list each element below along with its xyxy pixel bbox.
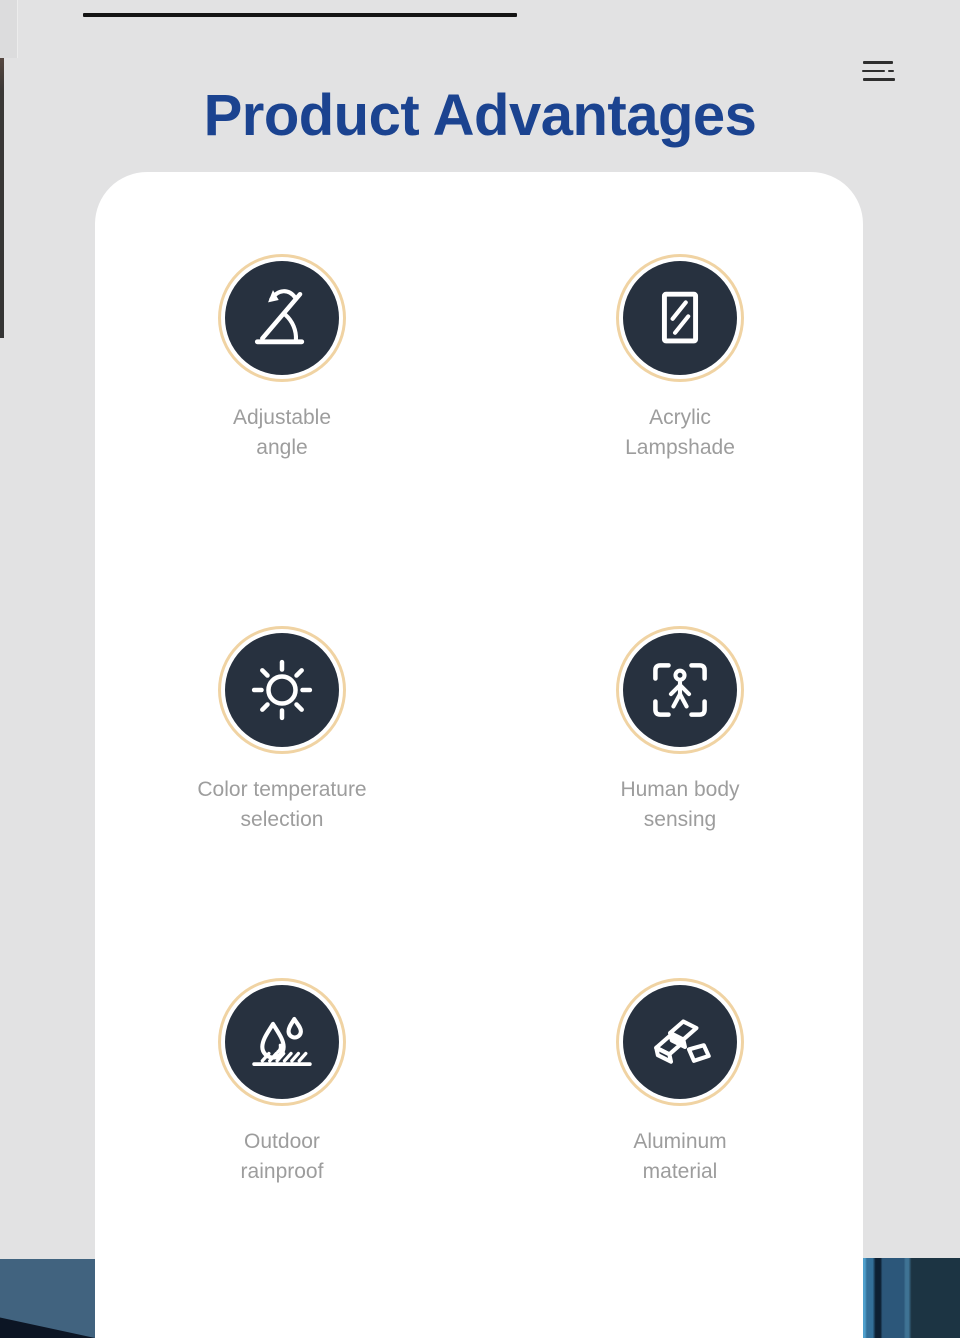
feature-label-line1: Human body	[620, 778, 740, 801]
acrylic-lampshade-icon	[639, 277, 721, 359]
feature-label-line1: Aluminum	[633, 1130, 727, 1153]
feature-label-line1: Adjustable	[232, 406, 332, 429]
feature-label	[233, 403, 331, 463]
feature-label-line2: sensing	[643, 808, 717, 831]
feature-label-line1: Acrylic	[649, 406, 711, 429]
feature-label	[197, 775, 366, 835]
feature-adjustable-angle	[122, 254, 442, 463]
feature-label-line2: selection	[240, 808, 324, 831]
advantages-card	[95, 172, 863, 1338]
menu-line-middle-dash	[888, 70, 894, 73]
feature-label-line2: rainproof	[240, 1160, 324, 1183]
human-body-sensing-icon	[639, 649, 721, 731]
aluminum-material-icon	[639, 1001, 721, 1083]
feature-label-line2: material	[642, 1160, 718, 1183]
icon-ring	[616, 978, 744, 1106]
feature-label	[625, 403, 735, 463]
menu-line-bottom	[863, 78, 895, 81]
outdoor-rainproof-icon	[241, 1001, 323, 1083]
adjustable-angle-icon	[241, 277, 323, 359]
feature-label-line2: Lampshade	[625, 436, 735, 459]
feature-label-line1: Color temperature	[197, 778, 367, 801]
feature-aluminum-material	[520, 978, 840, 1187]
page-title: Product Advantages	[203, 83, 757, 148]
bottom-left-photo-edge	[0, 1259, 95, 1338]
icon-ring	[218, 978, 346, 1106]
feature-label	[620, 775, 739, 835]
feature-color-temperature	[122, 626, 442, 835]
menu-line-top	[863, 61, 893, 64]
feature-acrylic-lampshade	[520, 254, 840, 463]
icon-circle	[225, 985, 339, 1099]
feature-human-body-sensing	[520, 626, 840, 835]
icon-ring	[616, 254, 744, 382]
top-divider-bar	[83, 13, 517, 17]
icon-ring	[218, 254, 346, 382]
icon-circle	[623, 261, 737, 375]
feature-label	[241, 1127, 324, 1187]
bottom-right-photo-edge	[863, 1258, 960, 1338]
icon-ring	[218, 626, 346, 754]
feature-label-line1: Outdoor	[244, 1130, 320, 1153]
feature-label-line2: angle	[256, 436, 308, 459]
menu-lines-icon	[862, 60, 894, 82]
background-seam	[0, 0, 18, 58]
icon-circle	[225, 633, 339, 747]
color-temperature-icon	[241, 649, 323, 731]
icon-circle	[623, 985, 737, 1099]
icon-ring	[616, 626, 744, 754]
feature-outdoor-rainproof	[122, 978, 442, 1187]
icon-circle	[623, 633, 737, 747]
menu-line-middle	[862, 70, 885, 73]
bottom-left-photo-shadow	[0, 1259, 95, 1338]
icon-circle	[225, 261, 339, 375]
feature-label	[633, 1127, 726, 1187]
